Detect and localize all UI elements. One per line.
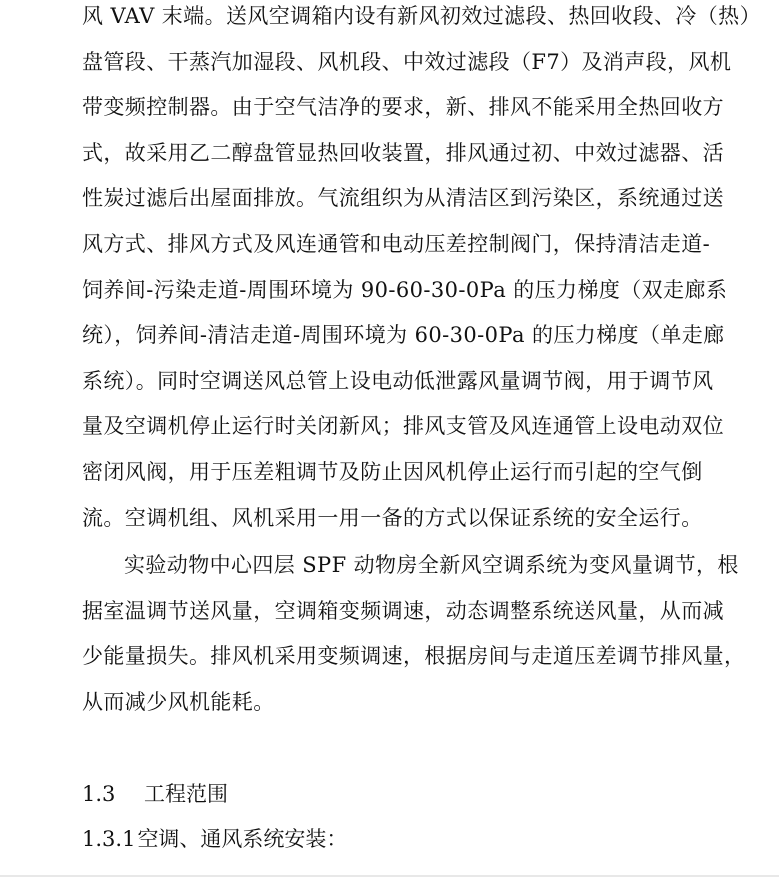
section-heading-1-3-1 [82, 824, 347, 854]
section-number: 1.3 [82, 782, 116, 806]
text-line: 式，故采用乙二醇盘管显热回收装置，排风通过初、中效过滤器、活 [82, 140, 724, 165]
text-line: 性炭过滤后出屋面排放。气流组织为从清洁区到污染区，系统通过送 [82, 186, 724, 211]
section-heading-1-3 [82, 779, 228, 809]
paragraph-spf-system [82, 543, 746, 725]
section-number: 1.3.1 [82, 827, 136, 851]
text-line: 实验动物中心四层 SPF 动物房全新风空调系统为变风量调节，根 [124, 553, 739, 577]
text-line: 量及空调机停止运行时关闭新风；排风支管及风连通管上设电动双位 [82, 414, 724, 439]
section-title: 空调、通风系统安装： [137, 827, 348, 851]
text-line: 盘管段、干蒸汽加湿段、风机段、中效过滤段（F7）及消声段，风机 [82, 49, 732, 74]
text-line: 统），饲养间-清洁走道-周围环境为 60-30-0Pa 的压力梯度（单走廊 [82, 323, 725, 348]
text-line: 少能量损失。排风机采用变频调速，根据房间与走道压差调节排风量， [82, 644, 746, 669]
text-line: 密闭风阀，用于压差粗调节及防止因风机停止运行而引起的空气倒 [82, 459, 703, 484]
text-line: 系统）。同时空调送风总管上设电动低泄露风量调节阀，用于调节风 [82, 368, 714, 393]
text-line: 据室温调节送风量，空调箱变频调速，动态调整系统送风量，从而减 [82, 598, 724, 623]
paragraph-ventilation-system [82, 0, 761, 541]
text-line: 风方式、排风方式及风连通管和电动压差控制阀门，保持清洁走道- [82, 231, 711, 256]
text-line: 流。空调机组、风机采用一用一备的方式以保证系统的安全运行。 [82, 505, 703, 530]
text-line: 风 VAV 末端。送风空调箱内设有新风初效过滤段、热回收段、冷（热） [82, 4, 761, 28]
text-line: 带变频控制器。由于空气洁净的要求，新、排风不能采用全热回收方 [82, 95, 724, 120]
text-line: 饲养间-污染走道-周围环境为 90-60-30-0Pa 的压力梯度（双走廊系 [82, 277, 728, 302]
text-line: 从而减少风机能耗。 [82, 689, 275, 714]
section-title: 工程范围 [144, 782, 228, 806]
